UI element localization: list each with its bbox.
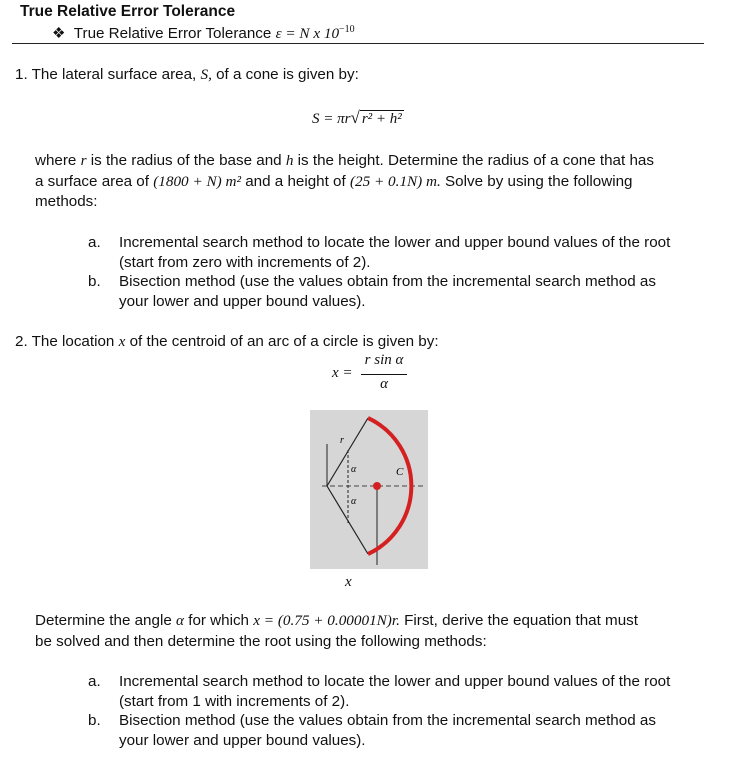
q2-method-a: a. Incremental search method to locate the lower and upper bound values of the root (start from 1 with increments of 2).: [88, 673, 671, 710]
label-c: C: [396, 466, 404, 478]
q1-method-b: b. Bisection method (use the values obtain from the incremental search method as your lower and upper bound values).: [88, 273, 656, 310]
diamond-bullet-icon: ❖: [52, 25, 66, 43]
centroid-point: [373, 482, 381, 490]
q1-number: 1.: [15, 66, 28, 83]
q1-intro: 1. The lateral surface area, S, of a cone is given by:: [15, 66, 359, 83]
q2-method-b: b. Bisection method (use the values obtain from the incremental search method as your lower and upper bound values).: [88, 712, 656, 749]
heading-divider: [12, 43, 704, 44]
tolerance-formula: ε = N x 10: [275, 25, 340, 43]
q1-method-a: a. Incremental search method to locate the lower and upper bound values of the root (start from zero with increments of 2).: [88, 234, 671, 271]
arc-diagram: [310, 410, 428, 569]
label-r: r: [340, 435, 344, 446]
subheading-text: True Relative Error Tolerance: [73, 25, 272, 43]
q1-formula: S = πr√ r² + h²: [312, 108, 402, 127]
q2-intro: 2. The location x of the centroid of an arc of a circle is given by:: [15, 333, 439, 350]
q2-number: 2.: [15, 333, 28, 350]
q1-description: where r is the radius of the base and h is the height. Determine the radius of a cone that has a surface area of (1800 + N) m² and a height of (25 + 0.1N) m. Solve by using the following methods:: [35, 152, 654, 210]
q2-description: Determine the angle α for which x = (0.75 + 0.00001N)r. First, derive the equation that must be solved and then determine the root using the following methods:: [35, 612, 638, 650]
q1-formula-radicand: r² + h²: [361, 111, 402, 127]
tolerance-exponent: −10: [339, 24, 355, 35]
centroid-arc-figure: [310, 410, 428, 569]
label-alpha-bottom: α: [351, 496, 357, 507]
figure-x-label: x: [345, 574, 352, 590]
document-title: True Relative Error Tolerance: [20, 3, 236, 20]
label-alpha-top: α: [351, 464, 357, 475]
subheading: [52, 24, 355, 43]
